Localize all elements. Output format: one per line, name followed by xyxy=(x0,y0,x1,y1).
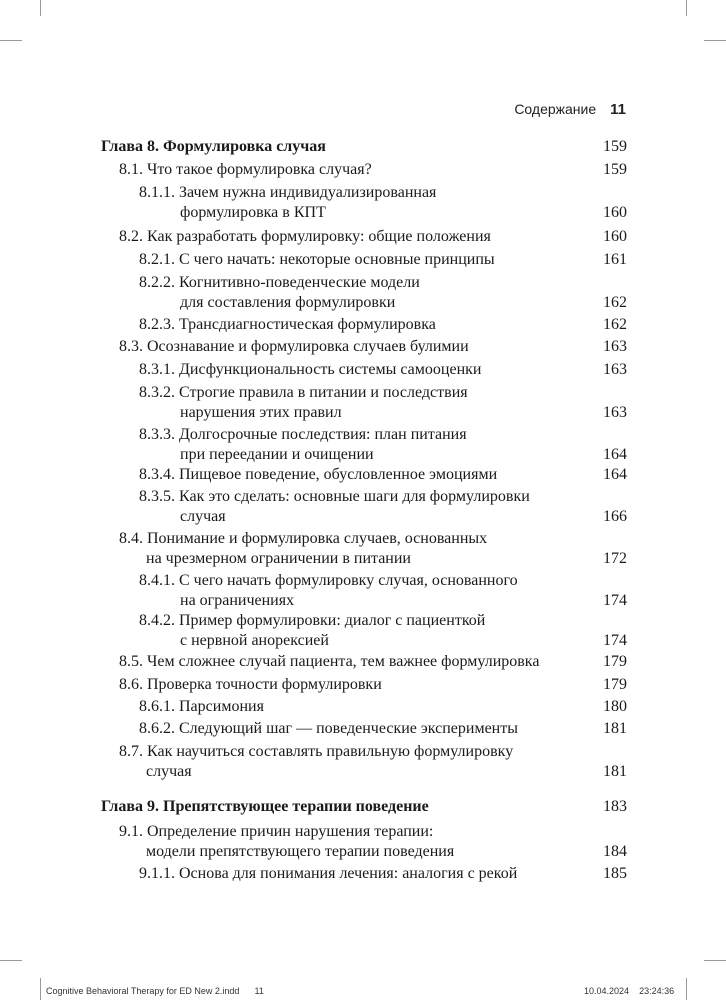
toc-entry-title: случая xyxy=(146,763,192,780)
toc-entry-title: с нервной анорексией xyxy=(180,632,329,649)
footer-time: 23:24:36 xyxy=(639,986,675,996)
toc-entry-title: для составления формулировки xyxy=(180,294,396,311)
header-title: Содержание xyxy=(514,101,597,117)
toc-entry-title: 8.4.1. С чего начать формулировку случая, основанного xyxy=(139,572,518,589)
toc-page-number: 180 xyxy=(603,698,627,715)
toc-entry-title: 8.1. Что такое формулировка случая? xyxy=(119,161,372,178)
toc-page-number: 163 xyxy=(603,338,627,355)
footer-file-page: 11 xyxy=(254,986,264,996)
toc-entry xyxy=(139,611,485,651)
toc-page-number: 162 xyxy=(603,316,627,333)
toc-entry-title: 9.1. Определение причин нарушения терапии: xyxy=(119,823,434,840)
toc-entry xyxy=(139,697,264,717)
toc-entry xyxy=(139,183,436,223)
toc-entry-title: 8.3.1. Дисфункциональность системы самооценки xyxy=(139,361,482,378)
toc-entry-title: 8.3.4. Пищевое поведение, обусловленное эмоциями xyxy=(139,466,498,483)
toc-page-number: 172 xyxy=(603,550,627,567)
toc-entry xyxy=(139,425,467,465)
toc-page-number: 174 xyxy=(603,632,627,649)
toc-page-number: 181 xyxy=(603,720,627,737)
toc-entry-title: на чрезмерном ограничении в питании xyxy=(146,550,411,567)
toc-page-number: 185 xyxy=(603,865,627,882)
footer-timestamp xyxy=(584,986,674,996)
toc-entry-title: нарушения этих правил xyxy=(180,404,342,421)
toc-page-number: 162 xyxy=(603,294,627,311)
toc-chapter xyxy=(101,137,326,157)
toc-entry-title: 8.4.2. Пример формулировки: диалог с пациенткой xyxy=(139,612,486,629)
toc-page-number: 183 xyxy=(603,798,627,815)
toc-entry xyxy=(139,360,481,380)
footer-filename: Cognitive Behavioral Therapy for ED New 2.indd xyxy=(46,986,240,996)
toc-page-number: 164 xyxy=(603,446,627,463)
toc-entry-title: 8.5. Чем сложнее случай пациента, тем важнее формулировка xyxy=(119,653,540,670)
toc-entry xyxy=(139,864,517,884)
toc-entry-title: 8.2. Как разработать формулировку: общие положения xyxy=(119,228,491,245)
toc-page-number: 184 xyxy=(603,843,627,860)
toc-entry-title: случая xyxy=(180,508,226,525)
toc-page-number: 164 xyxy=(603,466,627,483)
toc-entry xyxy=(119,742,513,782)
toc-page-number: 161 xyxy=(603,251,627,268)
toc-entry-title: модели препятствующего терапии поведения xyxy=(146,843,455,860)
toc-entry xyxy=(139,571,518,611)
toc-chapter xyxy=(101,797,429,817)
toc-entry-title: 8.2.1. С чего начать: некоторые основные принципы xyxy=(139,251,495,268)
toc-entry-title: 8.2.2. Когнитивно-поведенческие модели xyxy=(139,274,420,291)
toc-entry xyxy=(119,822,454,862)
toc-page-number: 166 xyxy=(603,508,627,525)
toc-page-number: 179 xyxy=(603,653,627,670)
toc-entry xyxy=(119,529,487,569)
toc-entry xyxy=(119,160,372,180)
toc-page-number: 163 xyxy=(603,361,627,378)
toc-entry-title: 8.6. Проверка точности формулировки xyxy=(119,676,382,693)
toc-entry xyxy=(139,465,497,485)
toc-entry-title: при переедании и очищении xyxy=(180,446,374,463)
toc-page-number: 159 xyxy=(603,138,627,155)
toc-page-number: 160 xyxy=(603,228,627,245)
toc-entry-title: 8.3.3. Долгосрочные последствия: план питания xyxy=(139,426,467,443)
toc-entry-title: 8.2.3. Трансдиагностическая формулировка xyxy=(139,316,436,333)
header-page-number: 11 xyxy=(610,101,626,118)
toc-page-number: 163 xyxy=(603,404,627,421)
toc-page-number: 181 xyxy=(603,763,627,780)
toc-entry-title: формулировка в КПТ xyxy=(180,204,326,221)
toc-entry xyxy=(119,652,539,672)
toc-entry-title: Глава 9. Препятствующее терапии поведение xyxy=(101,798,429,815)
toc-entry xyxy=(139,315,436,335)
footer-file xyxy=(46,986,264,996)
toc-entry-title: Глава 8. Формулировка случая xyxy=(101,138,326,155)
toc-page-number: 159 xyxy=(603,161,627,178)
toc-entry xyxy=(139,273,420,313)
toc-entry-title: 8.3.2. Строгие правила в питании и последствия xyxy=(139,384,468,401)
toc-entry xyxy=(119,227,491,247)
toc-entry xyxy=(139,250,495,270)
toc-page-number: 160 xyxy=(603,204,627,221)
toc-entry-title: 8.3. Осознавание и формулировка случаев булимии xyxy=(119,338,469,355)
toc-entry-title: на ограничениях xyxy=(180,592,295,609)
toc-page-number: 179 xyxy=(603,676,627,693)
toc-entry-title: 8.1.1. Зачем нужна индивидуализированная xyxy=(139,184,437,201)
toc-entry xyxy=(139,383,468,423)
toc-entry-title: 8.6.1. Парсимония xyxy=(139,698,264,715)
toc-page-number: 174 xyxy=(603,592,627,609)
toc-entry xyxy=(139,719,518,739)
toc-entry-title: 8.3.5. Как это сделать: основные шаги для формулировки xyxy=(139,488,530,505)
toc-entry xyxy=(119,675,382,695)
toc-entry-title: 8.6.2. Следующий шаг — поведенческие эксперименты xyxy=(139,720,518,737)
toc-entry xyxy=(139,487,530,527)
toc-entry-title: 8.7. Как научиться составлять правильную формулировку xyxy=(119,743,514,760)
toc-entry-title: 8.4. Понимание и формулировка случаев, основанных xyxy=(119,530,488,547)
toc-entry-title: 9.1.1. Основа для понимания лечения: аналогия с рекой xyxy=(139,865,518,882)
footer-date: 10.04.2024 xyxy=(584,986,630,996)
toc-entry xyxy=(119,337,469,357)
